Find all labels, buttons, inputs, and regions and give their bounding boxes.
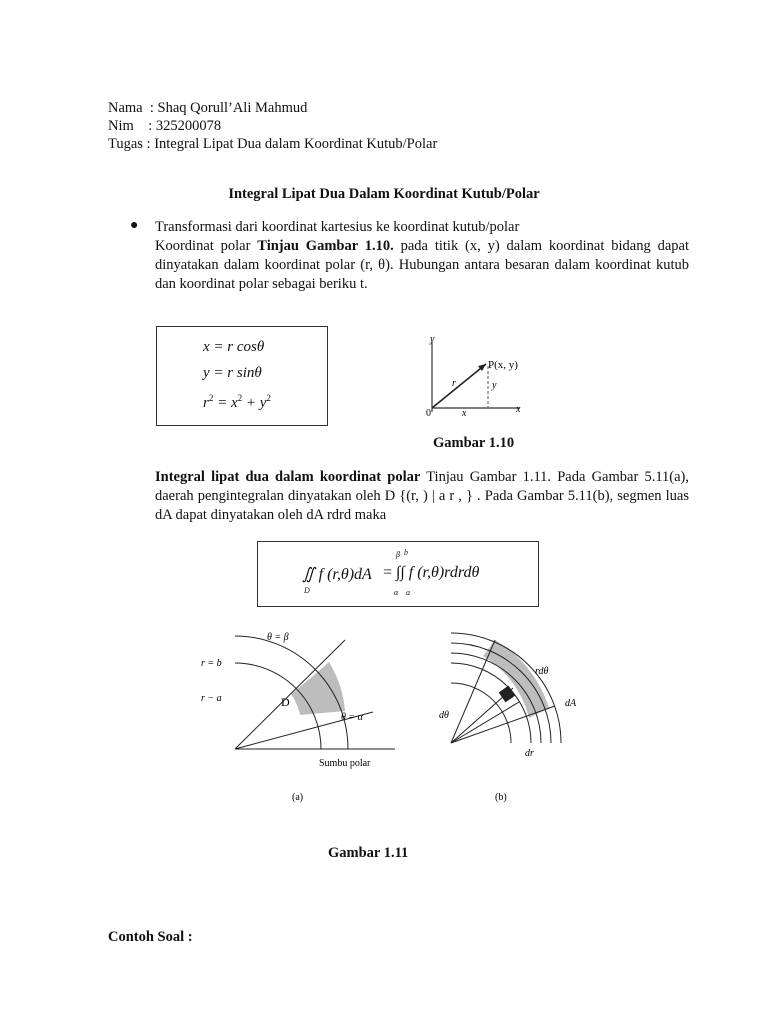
section2-bold: Integral lipat dua dalam koordinat polar <box>155 469 421 485</box>
caption-1-10: Gambar 1.10 <box>433 435 515 451</box>
fig111a-D: D <box>281 695 290 709</box>
integral-rhs: ∫∫ f (r,θ)rdrdθ <box>396 564 480 581</box>
bullet-paragraph <box>155 237 689 294</box>
fig111b-dA: dA <box>565 698 577 709</box>
fig111a-r-a: r − a <box>201 693 222 704</box>
bullet-para-pre: Koordinat polar <box>155 238 258 254</box>
fig110-r-vector <box>432 364 486 408</box>
fig111a-axis-label: Sumbu polar <box>319 758 371 769</box>
bullet-para-post: pada titik (x, y) dalam koordinat bidang dapat dinyatakan dalam koordinat polar (r, θ). Hubungan antara besaran dalam koordinat kutub dan koordinat polar sebagai beriku t. <box>155 238 689 292</box>
section2-paragraph <box>155 468 689 525</box>
bullet-para-bold: Tinjau Gambar 1.10. <box>257 238 394 254</box>
fig111b-dr: dr <box>525 748 534 759</box>
fig111b-sub: (b) <box>495 792 507 803</box>
fig110-origin-label: 0 <box>426 408 431 419</box>
formula-x: x = r cosθ <box>203 339 265 355</box>
formula-box <box>156 326 328 426</box>
fig111a-inner <box>235 694 302 749</box>
integral-upper-b: b <box>404 548 408 557</box>
fig111a-theta-beta: θ = β <box>267 632 289 643</box>
contoh-soal-heading: Contoh Soal : <box>108 929 193 945</box>
fig110-x-label: x <box>516 404 521 415</box>
formula-r2: $r^2 = x^2 + y^2$ <box>203 393 271 411</box>
integral-upper-beta: β <box>396 550 400 559</box>
bullet-heading: Transformasi dari koordinat kartesius ke koordinat kutub/polar <box>155 219 520 235</box>
integral-eq: = <box>382 564 393 581</box>
header-tugas: Tugas : Integral Lipat Dua dalam Koordinat Kutub/Polar <box>108 136 438 152</box>
fig110-xcomp-label: x <box>462 408 467 419</box>
integral-lower-alpha: α <box>394 588 399 597</box>
integral-lower-a: a <box>406 588 410 597</box>
figure-1-11b <box>425 628 595 808</box>
fig110-y-label: y <box>430 334 435 345</box>
header-nim: Nim : 325200078 <box>108 118 222 134</box>
section2-rest: Tinjau Gambar 1.11. Pada Gambar 5.11(a), daerah pengintegralan dinyatakan oleh D {(r, ) | a r , } . Pada Gambar 5.11(b), segmen luas dA dapat dinyatakan oleh dA rdrd maka <box>155 469 689 523</box>
bullet-icon: ● <box>130 218 139 233</box>
header-nama: Nama : Shaq Qorull’Ali Mahmud <box>108 100 308 116</box>
fig110-point-label: P(x, y) <box>488 359 518 371</box>
integral-lhs: ∬ f (r,θ)dA <box>302 566 372 583</box>
fig111a-sub: (a) <box>292 792 304 803</box>
fig111b-r-dtheta: rdθ <box>535 666 549 677</box>
formula-y: y = r sinθ <box>203 365 262 381</box>
caption-1-11: Gambar 1.11 <box>328 845 409 861</box>
page-title: Integral Lipat Dua Dalam Koordinat Kutub/Polar <box>228 186 540 202</box>
figure-1-11a <box>195 628 400 808</box>
integral-lhs-sub: D <box>304 586 310 595</box>
fig111b-dtheta: dθ <box>439 710 449 721</box>
integral-box <box>257 541 539 607</box>
fig111a-r-b: r = b <box>201 658 222 669</box>
fig110-r-label: r <box>452 378 456 389</box>
fig110-ycomp-label: y <box>492 380 497 391</box>
fig111a-theta-alpha: θ = α <box>341 712 363 723</box>
figure-1-10 <box>420 330 540 422</box>
